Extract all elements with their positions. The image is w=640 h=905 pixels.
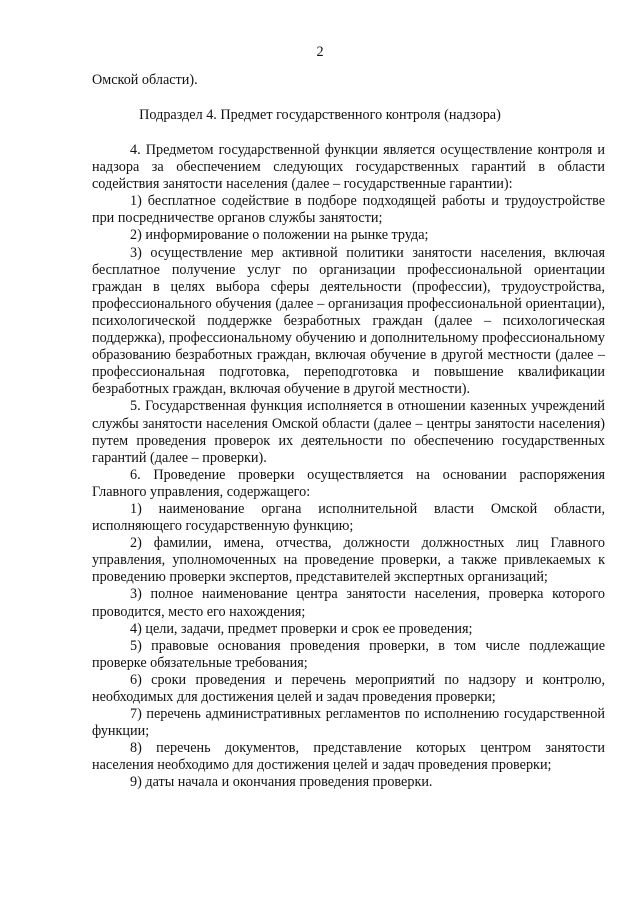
- paragraph-6: 6. Проведение проверки осуществляется на основании распоряжения Главного управления, содержащего:: [92, 466, 605, 500]
- page-number: 2: [316, 44, 324, 60]
- list-item-order-4: 4) цели, задачи, предмет проверки и срок ее проведения;: [130, 620, 473, 637]
- paragraph-5: 5. Государственная функция исполняется в отношении казенных учреждений службы занятости населения Омской области (далее – центры занятости населения) путем проведения проверок их деятельности по обеспечению государственных гарантий (далее – проверки).: [92, 398, 605, 466]
- document-body: [92, 142, 605, 792]
- list-item-order-3: 3) полное наименование центра занятости населения, проверка которого проводится, место его нахождения;: [92, 586, 605, 620]
- list-item-order-2: 2) фамилии, имена, отчества, должности должностных лиц Главного управления, уполномоченных на проведение проверки, а также привлекаемых к проведению проверки экспертов, представителей экспертных организаций;: [92, 535, 605, 586]
- list-item-order-1: 1) наименование органа исполнительной власти Омской области, исполняющего государственную функцию;: [92, 500, 605, 535]
- list-item-order-5: 5) правовые основания проведения проверки, в том числе подлежащие проверке обязательные требования;: [92, 637, 605, 671]
- list-item-guarantee-3: 3) осуществление мер активной политики занятости населения, включая бесплатное получение услуг по организации профессиональной ориентации граждан в целях выбора сферы деятельности (профессии), трудоустройства, профессионального обучения (далее – организация профессиональной ориентации), психологической поддержке безработных граждан (далее – психологическая поддержка), профессиональному обучению и дополнительному профессиональному образованию безработных граждан, включая обучение в другой местности (далее – профессиональная подготовка, переподготовка и повышение квалификации безработных граждан, включая обучение в другой местности).: [92, 244, 605, 398]
- list-item-order-7: 7) перечень административных регламентов по исполнению государственной функции;: [92, 706, 605, 740]
- list-item-order-6: 6) сроки проведения и перечень мероприятий по надзору и контролю, необходимых для достижения целей и задач проведения проверки;: [92, 671, 605, 705]
- list-item-order-9: 9) даты начала и окончания проведения проверки.: [130, 774, 433, 791]
- list-item-guarantee-1: 1) бесплатное содействие в подборе подходящей работы и трудоустройстве при посредничестве органов службы занятости;: [92, 193, 605, 227]
- list-item-order-8: 8) перечень документов, представление которых центром занятости населения необходимо для достижения целей и задач проведения проверки;: [92, 740, 605, 774]
- continued-text: Омской области).: [92, 72, 198, 88]
- paragraph-4: 4. Предметом государственной функции является осуществление контроля и надзора за обеспечением следующих государственных гарантий в области содействия занятости населения (далее – государственные гарантии):: [92, 142, 605, 193]
- section-heading: Подраздел 4. Предмет государственного контроля (надзора): [139, 107, 501, 123]
- list-item-guarantee-2: 2) информирование о положении на рынке труда;: [130, 227, 429, 244]
